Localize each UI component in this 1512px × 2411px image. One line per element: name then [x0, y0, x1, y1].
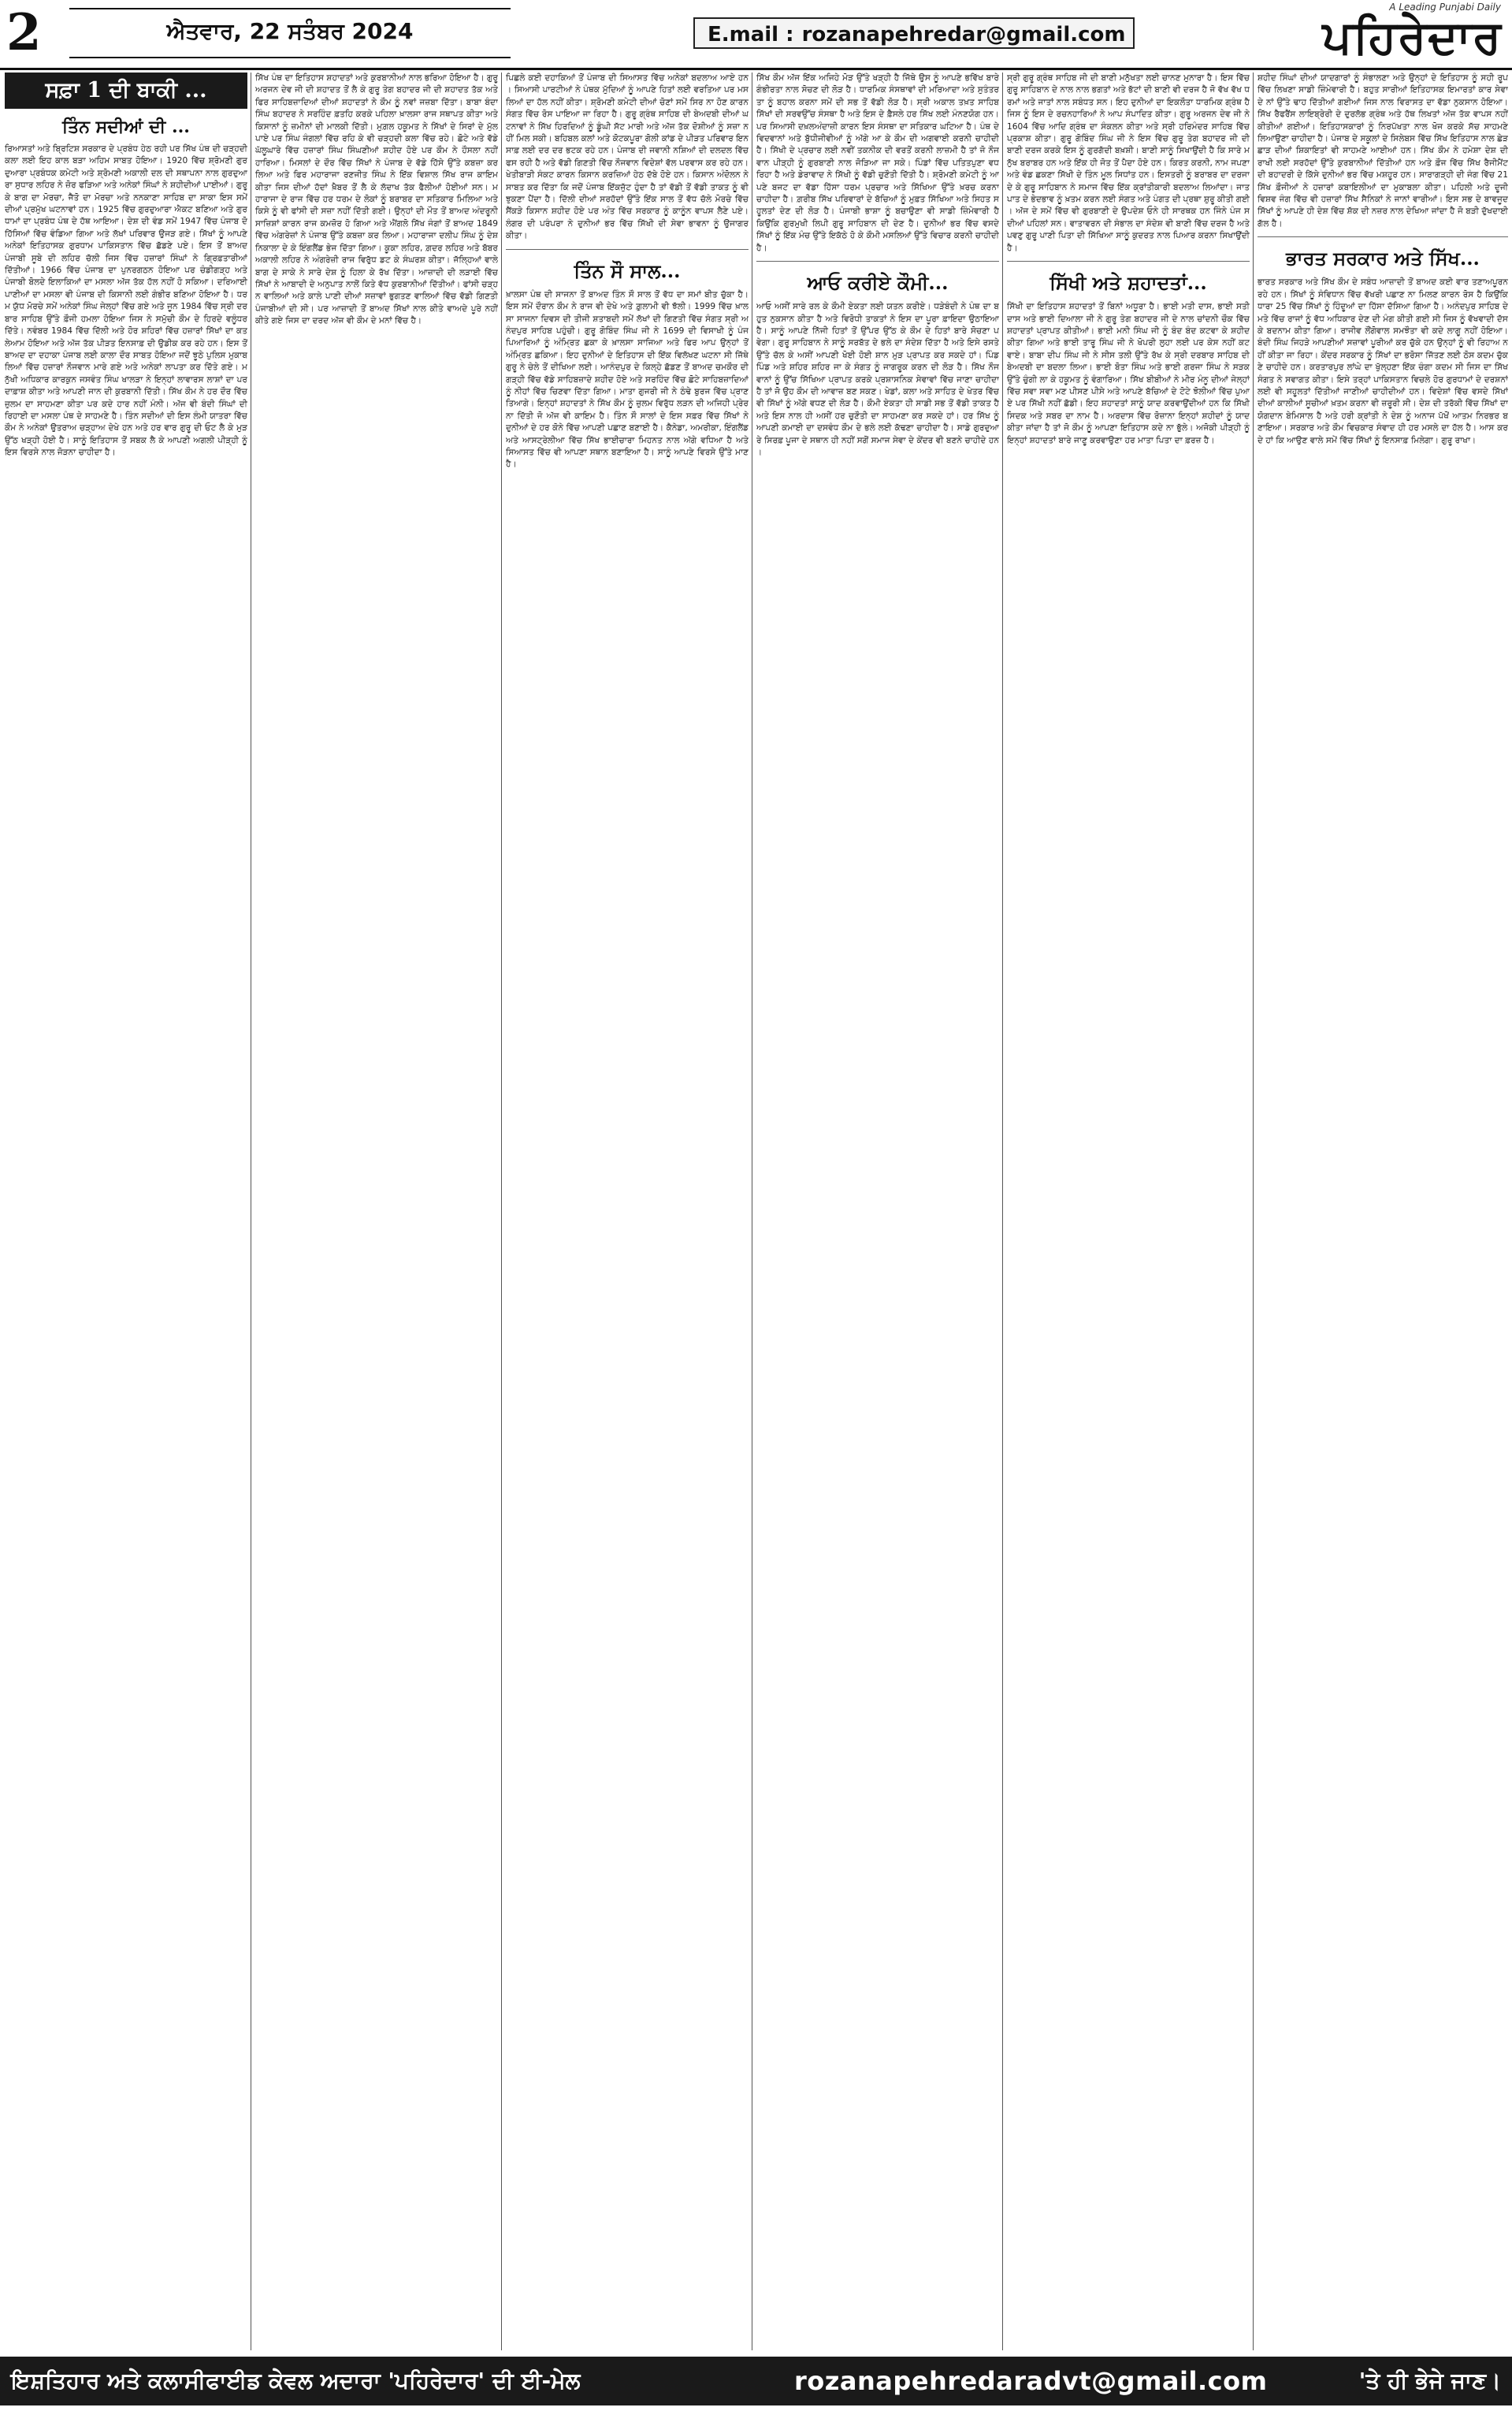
- page-header: [0, 0, 1512, 70]
- section-divider: [1007, 261, 1250, 262]
- footer-notice: ਇਸ਼ਤਿਹਾਰ ਅਤੇ ਕਲਾਸੀਫਾਈਡ ਕੇਵਲ ਅਦਾਰਾ 'ਪਹਿਰੇਦਾਰ' ਦੀ ਈ-ਮੇਲ: [11, 2368, 581, 2394]
- column-divider: [1002, 73, 1003, 2350]
- column-divider: [1253, 73, 1254, 2350]
- section-divider: [1258, 236, 1508, 237]
- masthead-tagline: A Leading Punjabi Daily: [1389, 2, 1501, 13]
- column-5: [1007, 73, 1250, 2350]
- article-body: ਸਿੱਖ ਪੰਥ ਦਾ ਇਤਿਹਾਸ ਸ਼ਹਾਦਤਾਂ ਅਤੇ ਕੁਰਬਾਨੀਆਂ ਨਾਲ ਭਰਿਆ ਹੋਇਆ ਹੈ। ਗੁਰੂ ਅਰਜਨ ਦੇਵ ਜੀ ਦੀ ਸ਼ਹਾਦਤ ਤੋਂ ਲੈ ਕੇ ਗੁਰੂ ਤੇਗ ਬਹਾਦਰ ਜੀ ਦੀ ਸ਼ਹਾਦਤ ਤੱਕ ਅਤੇ ਫਿਰ ਸਾਹਿਬਜ਼ਾਦਿਆਂ ਦੀਆਂ ਸ਼ਹਾਦਤਾਂ ਨੇ ਕੌਮ ਨੂੰ ਨਵਾਂ ਜਜ਼ਬਾ ਦਿੱਤਾ। ਬਾਬਾ ਬੰਦਾ ਸਿੰਘ ਬਹਾਦਰ ਨੇ ਸਰਹਿੰਦ ਫ਼ਤਹਿ ਕਰਕੇ ਪਹਿਲਾ ਖ਼ਾਲਸਾ ਰਾਜ ਸਥਾਪਤ ਕੀਤਾ ਅਤੇ ਕਿਸਾਨਾਂ ਨੂੰ ਜ਼ਮੀਨਾਂ ਦੀ ਮਾਲਕੀ ਦਿੱਤੀ। ਮੁਗ਼ਲ ਹਕੂਮਤ ਨੇ ਸਿੱਖਾਂ ਦੇ ਸਿਰਾਂ ਦੇ ਮੁੱਲ ਪਾਏ ਪਰ ਸਿੰਘ ਜੰਗਲਾਂ ਵਿੱਚ ਰਹਿ ਕੇ ਵੀ ਚੜ੍ਹਦੀ ਕਲਾ ਵਿੱਚ ਰਹੇ। ਛੋਟੇ ਅਤੇ ਵੱਡੇ ਘੱਲੂਘਾਰੇ ਵਿੱਚ ਹਜ਼ਾਰਾਂ ਸਿੰਘ ਸਿੰਘਣੀਆਂ ਸ਼ਹੀਦ ਹੋਏ ਪਰ ਕੌਮ ਨੇ ਹੌਸਲਾ ਨਹੀਂ ਹਾਰਿਆ। ਮਿਸਲਾਂ ਦੇ ਦੌਰ ਵਿੱਚ ਸਿੱਖਾਂ ਨੇ ਪੰਜਾਬ ਦੇ ਵੱਡੇ ਹਿੱਸੇ ਉੱਤੇ ਕਬਜ਼ਾ ਕਰ ਲਿਆ ਅਤੇ ਫਿਰ ਮਹਾਰਾਜਾ ਰਣਜੀਤ ਸਿੰਘ ਨੇ ਇੱਕ ਵਿਸ਼ਾਲ ਸਿੱਖ ਰਾਜ ਕਾਇਮ ਕੀਤਾ ਜਿਸ ਦੀਆਂ ਹੱਦਾਂ ਖ਼ੈਬਰ ਤੋਂ ਲੈ ਕੇ ਲੱਦਾਖ ਤੱਕ ਫੈਲੀਆਂ ਹੋਈਆਂ ਸਨ। ਮਹਾਰਾਜਾ ਦੇ ਰਾਜ ਵਿੱਚ ਹਰ ਧਰਮ ਦੇ ਲੋਕਾਂ ਨੂੰ ਬਰਾਬਰ ਦਾ ਸਤਿਕਾਰ ਮਿਲਿਆ ਅਤੇ ਕਿਸੇ ਨੂੰ ਵੀ ਫਾਂਸੀ ਦੀ ਸਜ਼ਾ ਨਹੀਂ ਦਿੱਤੀ ਗਈ। ਉਨ੍ਹਾਂ ਦੀ ਮੌਤ ਤੋਂ ਬਾਅਦ ਅੰਦਰੂਨੀ ਸਾਜ਼ਿਸ਼ਾਂ ਕਾਰਨ ਰਾਜ ਕਮਜ਼ੋਰ ਹੋ ਗਿਆ ਅਤੇ ਐਂਗਲੋ ਸਿੱਖ ਜੰਗਾਂ ਤੋਂ ਬਾਅਦ 1849 ਵਿੱਚ ਅੰਗਰੇਜ਼ਾਂ ਨੇ ਪੰਜਾਬ ਉੱਤੇ ਕਬਜ਼ਾ ਕਰ ਲਿਆ। ਮਹਾਰਾਜਾ ਦਲੀਪ ਸਿੰਘ ਨੂੰ ਦੇਸ਼ ਨਿਕਾਲਾ ਦੇ ਕੇ ਇੰਗਲੈਂਡ ਭੇਜ ਦਿੱਤਾ ਗਿਆ। ਕੂਕਾ ਲਹਿਰ, ਗ਼ਦਰ ਲਹਿਰ ਅਤੇ ਬੱਬਰ ਅਕਾਲੀ ਲਹਿਰ ਨੇ ਅੰਗਰੇਜ਼ੀ ਰਾਜ ਵਿਰੁੱਧ ਡਟ ਕੇ ਸੰਘਰਸ਼ ਕੀਤਾ। ਜੱਲ੍ਹਿਆਂ ਵਾਲੇ ਬਾਗ ਦੇ ਸਾਕੇ ਨੇ ਸਾਰੇ ਦੇਸ਼ ਨੂੰ ਹਿਲਾ ਕੇ ਰੱਖ ਦਿੱਤਾ। ਆਜ਼ਾਦੀ ਦੀ ਲੜਾਈ ਵਿੱਚ ਸਿੱਖਾਂ ਨੇ ਆਬਾਦੀ ਦੇ ਅਨੁਪਾਤ ਨਾਲੋਂ ਕਿਤੇ ਵੱਧ ਕੁਰਬਾਨੀਆਂ ਦਿੱਤੀਆਂ। ਫਾਂਸੀ ਚੜ੍ਹਨ ਵਾਲਿਆਂ ਅਤੇ ਕਾਲੇ ਪਾਣੀ ਦੀਆਂ ਸਜ਼ਾਵਾਂ ਭੁਗਤਣ ਵਾਲਿਆਂ ਵਿੱਚ ਵੱਡੀ ਗਿਣਤੀ ਪੰਜਾਬੀਆਂ ਦੀ ਸੀ। ਪਰ ਆਜ਼ਾਦੀ ਤੋਂ ਬਾਅਦ ਸਿੱਖਾਂ ਨਾਲ ਕੀਤੇ ਵਾਅਦੇ ਪੂਰੇ ਨਹੀਂ ਕੀਤੇ ਗਏ ਜਿਸ ਦਾ ਦਰਦ ਅੱਜ ਵੀ ਕੌਮ ਦੇ ਮਨਾਂ ਵਿੱਚ ਹੈ।: [255, 73, 498, 326]
- page-number: 2: [6, 3, 42, 62]
- advertising-footer: [0, 2357, 1512, 2405]
- article-headline: ਭਾਰਤ ਸਰਕਾਰ ਅਤੇ ਸਿੱਖ...: [1286, 247, 1480, 270]
- article-body: ਸ਼ਹੀਦ ਸਿੰਘਾਂ ਦੀਆਂ ਯਾਦਗਾਰਾਂ ਨੂੰ ਸੰਭਾਲਣਾ ਅਤੇ ਉਨ੍ਹਾਂ ਦੇ ਇਤਿਹਾਸ ਨੂੰ ਸਹੀ ਰੂਪ ਵਿੱਚ ਲਿਖਣਾ ਸਾਡੀ ਜ਼ਿੰਮੇਵਾਰੀ ਹੈ। ਬਹੁਤ ਸਾਰੀਆਂ ਇਤਿਹਾਸਕ ਇਮਾਰਤਾਂ ਕਾਰ ਸੇਵਾ ਦੇ ਨਾਂ ਉੱਤੇ ਢਾਹ ਦਿੱਤੀਆਂ ਗਈਆਂ ਜਿਸ ਨਾਲ ਵਿਰਾਸਤ ਦਾ ਵੱਡਾ ਨੁਕਸਾਨ ਹੋਇਆ। ਸਿੱਖ ਰੈਫਰੈਂਸ ਲਾਇਬ੍ਰੇਰੀ ਦੇ ਦੁਰਲੱਭ ਗ੍ਰੰਥ ਅਤੇ ਹੱਥ ਲਿਖਤਾਂ ਅੱਜ ਤੱਕ ਵਾਪਸ ਨਹੀਂ ਕੀਤੀਆਂ ਗਈਆਂ। ਇਤਿਹਾਸਕਾਰਾਂ ਨੂੰ ਨਿਰਪੱਖਤਾ ਨਾਲ ਖੋਜ ਕਰਕੇ ਸੱਚ ਸਾਹਮਣੇ ਲਿਆਉਣਾ ਚਾਹੀਦਾ ਹੈ। ਪੰਜਾਬ ਦੇ ਸਕੂਲਾਂ ਦੇ ਸਿਲੇਬਸ ਵਿੱਚ ਸਿੱਖ ਇਤਿਹਾਸ ਨਾਲ ਛੇੜਛਾੜ ਦੀਆਂ ਸ਼ਿਕਾਇਤਾਂ ਵੀ ਸਾਹਮਣੇ ਆਈਆਂ ਹਨ। ਸਿੱਖ ਕੌਮ ਨੇ ਹਮੇਸ਼ਾ ਦੇਸ਼ ਦੀ ਰਾਖੀ ਲਈ ਸਰਹੱਦਾਂ ਉੱਤੇ ਕੁਰਬਾਨੀਆਂ ਦਿੱਤੀਆਂ ਹਨ ਅਤੇ ਫ਼ੌਜ ਵਿੱਚ ਸਿੱਖ ਰੈਜੀਮੈਂਟ ਦੀ ਬਹਾਦਰੀ ਦੇ ਕਿੱਸੇ ਦੁਨੀਆਂ ਭਰ ਵਿੱਚ ਮਸ਼ਹੂਰ ਹਨ। ਸਾਰਾਗੜ੍ਹੀ ਦੀ ਜੰਗ ਵਿੱਚ 21 ਸਿੱਖ ਫ਼ੌਜੀਆਂ ਨੇ ਹਜ਼ਾਰਾਂ ਕਬਾਇਲੀਆਂ ਦਾ ਮੁਕਾਬਲਾ ਕੀਤਾ। ਪਹਿਲੀ ਅਤੇ ਦੂਜੀ ਵਿਸ਼ਵ ਜੰਗ ਵਿੱਚ ਵੀ ਹਜ਼ਾਰਾਂ ਸਿੱਖ ਸੈਨਿਕਾਂ ਨੇ ਜਾਨਾਂ ਵਾਰੀਆਂ। ਇਸ ਸਭ ਦੇ ਬਾਵਜੂਦ ਸਿੱਖਾਂ ਨੂੰ ਆਪਣੇ ਹੀ ਦੇਸ਼ ਵਿੱਚ ਸ਼ੱਕ ਦੀ ਨਜ਼ਰ ਨਾਲ ਦੇਖਿਆ ਜਾਂਦਾ ਹੈ ਜੋ ਬੜੀ ਦੁੱਖਦਾਈ ਗੱਲ ਹੈ।: [1258, 73, 1508, 229]
- section-divider: [756, 261, 999, 262]
- article-body: ਸਿੱਖ ਕੌਮ ਅੱਜ ਇੱਕ ਅਜਿਹੇ ਮੋੜ ਉੱਤੇ ਖੜ੍ਹੀ ਹੈ ਜਿੱਥੇ ਉਸ ਨੂੰ ਆਪਣੇ ਭਵਿੱਖ ਬਾਰੇ ਗੰਭੀਰਤਾ ਨਾਲ ਸੋਚਣ ਦੀ ਲੋੜ ਹੈ। ਧਾਰਮਿਕ ਸੰਸਥਾਵਾਂ ਦੀ ਮਰਿਆਦਾ ਅਤੇ ਸੁਤੰਤਰਤਾ ਨੂੰ ਬਹਾਲ ਕਰਨਾ ਸਮੇਂ ਦੀ ਸਭ ਤੋਂ ਵੱਡੀ ਲੋੜ ਹੈ। ਸ੍ਰੀ ਅਕਾਲ ਤਖ਼ਤ ਸਾਹਿਬ ਸਿੱਖਾਂ ਦੀ ਸਰਵਉੱਚ ਸੰਸਥਾ ਹੈ ਅਤੇ ਇਸ ਦੇ ਫ਼ੈਸਲੇ ਹਰ ਸਿੱਖ ਲਈ ਮੰਨਣਯੋਗ ਹਨ। ਪਰ ਸਿਆਸੀ ਦਖ਼ਲਅੰਦਾਜ਼ੀ ਕਾਰਨ ਇਸ ਸੰਸਥਾ ਦਾ ਸਤਿਕਾਰ ਘਟਿਆ ਹੈ। ਪੰਥ ਦੇ ਵਿਦਵਾਨਾਂ ਅਤੇ ਬੁੱਧੀਜੀਵੀਆਂ ਨੂੰ ਅੱਗੇ ਆ ਕੇ ਕੌਮ ਦੀ ਅਗਵਾਈ ਕਰਨੀ ਚਾਹੀਦੀ ਹੈ। ਸਿੱਖੀ ਦੇ ਪ੍ਰਚਾਰ ਲਈ ਨਵੀਂ ਤਕਨੀਕ ਦੀ ਵਰਤੋਂ ਕਰਨੀ ਲਾਜ਼ਮੀ ਹੈ ਤਾਂ ਜੋ ਨੌਜਵਾਨ ਪੀੜ੍ਹੀ ਨੂੰ ਗੁਰਬਾਣੀ ਨਾਲ ਜੋੜਿਆ ਜਾ ਸਕੇ। ਪਿੰਡਾਂ ਵਿੱਚ ਪਤਿਤਪੁਣਾ ਵਧ ਰਿਹਾ ਹੈ ਅਤੇ ਡੇਰਾਵਾਦ ਨੇ ਸਿੱਖੀ ਨੂੰ ਵੱਡੀ ਚੁਣੌਤੀ ਦਿੱਤੀ ਹੈ। ਸ਼੍ਰੋਮਣੀ ਕਮੇਟੀ ਨੂੰ ਆਪਣੇ ਬਜਟ ਦਾ ਵੱਡਾ ਹਿੱਸਾ ਧਰਮ ਪ੍ਰਚਾਰ ਅਤੇ ਸਿੱਖਿਆ ਉੱਤੇ ਖ਼ਰਚ ਕਰਨਾ ਚਾਹੀਦਾ ਹੈ। ਗ਼ਰੀਬ ਸਿੱਖ ਪਰਿਵਾਰਾਂ ਦੇ ਬੱਚਿਆਂ ਨੂੰ ਮੁਫ਼ਤ ਸਿੱਖਿਆ ਅਤੇ ਸਿਹਤ ਸਹੂਲਤਾਂ ਦੇਣ ਦੀ ਲੋੜ ਹੈ। ਪੰਜਾਬੀ ਭਾਸ਼ਾ ਨੂੰ ਬਚਾਉਣਾ ਵੀ ਸਾਡੀ ਜ਼ਿੰਮੇਵਾਰੀ ਹੈ ਕਿਉਂਕਿ ਗੁਰਮੁਖੀ ਲਿਪੀ ਗੁਰੂ ਸਾਹਿਬਾਨ ਦੀ ਦੇਣ ਹੈ। ਦੁਨੀਆਂ ਭਰ ਵਿੱਚ ਵਸਦੇ ਸਿੱਖਾਂ ਨੂੰ ਇੱਕ ਮੰਚ ਉੱਤੇ ਇਕੱਠੇ ਹੋ ਕੇ ਕੌਮੀ ਮਸਲਿਆਂ ਉੱਤੇ ਵਿਚਾਰ ਕਰਨੀ ਚਾਹੀਦੀ ਹੈ।: [756, 73, 999, 253]
- column-1: [5, 73, 247, 2350]
- footer-suffix: 'ਤੇ ਹੀ ਭੇਜੇ ਜਾਣ।: [1358, 2368, 1501, 2394]
- article-body: ਸਿੱਖੀ ਦਾ ਇਤਿਹਾਸ ਸ਼ਹਾਦਤਾਂ ਤੋਂ ਬਿਨਾਂ ਅਧੂਰਾ ਹੈ। ਭਾਈ ਮਤੀ ਦਾਸ, ਭਾਈ ਸਤੀ ਦਾਸ ਅਤੇ ਭਾਈ ਦਿਆਲਾ ਜੀ ਨੇ ਗੁਰੂ ਤੇਗ ਬਹਾਦਰ ਜੀ ਦੇ ਨਾਲ ਚਾਂਦਨੀ ਚੌਕ ਵਿੱਚ ਸ਼ਹਾਦਤਾਂ ਪ੍ਰਾਪਤ ਕੀਤੀਆਂ। ਭਾਈ ਮਨੀ ਸਿੰਘ ਜੀ ਨੂੰ ਬੰਦ ਬੰਦ ਕਟਵਾ ਕੇ ਸ਼ਹੀਦ ਕੀਤਾ ਗਿਆ ਅਤੇ ਭਾਈ ਤਾਰੂ ਸਿੰਘ ਜੀ ਨੇ ਖੋਪਰੀ ਲੁਹਾ ਲਈ ਪਰ ਕੇਸ ਨਹੀਂ ਕਟਵਾਏ। ਬਾਬਾ ਦੀਪ ਸਿੰਘ ਜੀ ਨੇ ਸੀਸ ਤਲੀ ਉੱਤੇ ਰੱਖ ਕੇ ਸ੍ਰੀ ਦਰਬਾਰ ਸਾਹਿਬ ਦੀ ਬੇਅਦਬੀ ਦਾ ਬਦਲਾ ਲਿਆ। ਭਾਈ ਬੋਤਾ ਸਿੰਘ ਅਤੇ ਭਾਈ ਗਰਜਾ ਸਿੰਘ ਨੇ ਸੜਕ ਉੱਤੇ ਚੁੰਗੀ ਲਾ ਕੇ ਹਕੂਮਤ ਨੂੰ ਵੰਗਾਰਿਆ। ਸਿੱਖ ਬੀਬੀਆਂ ਨੇ ਮੀਰ ਮੰਨੂ ਦੀਆਂ ਜੇਲ੍ਹਾਂ ਵਿੱਚ ਸਵਾ ਸਵਾ ਮਣ ਪੀਸਣ ਪੀਸੇ ਅਤੇ ਆਪਣੇ ਬੱਚਿਆਂ ਦੇ ਟੋਟੇ ਝੋਲੀਆਂ ਵਿੱਚ ਪੁਆਏ ਪਰ ਸਿੱਖੀ ਨਹੀਂ ਛੱਡੀ। ਇਹ ਸ਼ਹਾਦਤਾਂ ਸਾਨੂੰ ਯਾਦ ਕਰਵਾਉਂਦੀਆਂ ਹਨ ਕਿ ਸਿੱਖੀ ਸਿਦਕ ਅਤੇ ਸਬਰ ਦਾ ਨਾਮ ਹੈ। ਅਰਦਾਸ ਵਿੱਚ ਰੋਜ਼ਾਨਾ ਇਨ੍ਹਾਂ ਸ਼ਹੀਦਾਂ ਨੂੰ ਯਾਦ ਕੀਤਾ ਜਾਂਦਾ ਹੈ ਤਾਂ ਜੋ ਕੌਮ ਨੂੰ ਆਪਣਾ ਇਤਿਹਾਸ ਕਦੇ ਨਾ ਭੁੱਲੇ। ਅਜੋਕੀ ਪੀੜ੍ਹੀ ਨੂੰ ਇਨ੍ਹਾਂ ਸ਼ਹਾਦਤਾਂ ਬਾਰੇ ਜਾਣੂ ਕਰਵਾਉਣਾ ਹਰ ਮਾਤਾ ਪਿਤਾ ਦਾ ਫ਼ਰਜ਼ ਹੈ।: [1007, 302, 1250, 445]
- newspaper-masthead: ਪਹਿਰੇਦਾਰ: [1322, 10, 1503, 64]
- article-headline: ਤਿੰਨ ਸੌ ਸਾਲ...: [574, 259, 681, 282]
- article-headline: ਤਿੰਨ ਸਦੀਆਂ ਦੀ ...: [62, 117, 190, 137]
- column-2: [255, 73, 498, 2350]
- article-body: ਪਿਛਲੇ ਕਈ ਦਹਾਕਿਆਂ ਤੋਂ ਪੰਜਾਬ ਦੀ ਸਿਆਸਤ ਵਿੱਚ ਅਨੇਕਾਂ ਬਦਲਾਅ ਆਏ ਹਨ। ਸਿਆਸੀ ਪਾਰਟੀਆਂ ਨੇ ਪੰਥਕ ਮੁੱਦਿਆਂ ਨੂੰ ਆਪਣੇ ਹਿਤਾਂ ਲਈ ਵਰਤਿਆ ਪਰ ਮਸਲਿਆਂ ਦਾ ਹੱਲ ਨਹੀਂ ਕੀਤਾ। ਸ਼੍ਰੋਮਣੀ ਕਮੇਟੀ ਦੀਆਂ ਚੋਣਾਂ ਸਮੇਂ ਸਿਰ ਨਾ ਹੋਣ ਕਾਰਨ ਸੰਗਤ ਵਿੱਚ ਰੋਸ ਪਾਇਆ ਜਾ ਰਿਹਾ ਹੈ। ਗੁਰੂ ਗ੍ਰੰਥ ਸਾਹਿਬ ਦੀ ਬੇਅਦਬੀ ਦੀਆਂ ਘਟਨਾਵਾਂ ਨੇ ਸਿੱਖ ਹਿਰਦਿਆਂ ਨੂੰ ਡੂੰਘੀ ਸੱਟ ਮਾਰੀ ਅਤੇ ਅੱਜ ਤੱਕ ਦੋਸ਼ੀਆਂ ਨੂੰ ਸਜ਼ਾ ਨਹੀਂ ਮਿਲ ਸਕੀ। ਬਹਿਬਲ ਕਲਾਂ ਅਤੇ ਕੋਟਕਪੂਰਾ ਗੋਲੀ ਕਾਂਡ ਦੇ ਪੀੜਤ ਪਰਿਵਾਰ ਇਨਸਾਫ਼ ਲਈ ਦਰ ਦਰ ਭਟਕ ਰਹੇ ਹਨ। ਪੰਜਾਬ ਦੀ ਜਵਾਨੀ ਨਸ਼ਿਆਂ ਦੀ ਦਲਦਲ ਵਿੱਚ ਫਸ ਰਹੀ ਹੈ ਅਤੇ ਵੱਡੀ ਗਿਣਤੀ ਵਿੱਚ ਨੌਜਵਾਨ ਵਿਦੇਸ਼ਾਂ ਵੱਲ ਪਰਵਾਸ ਕਰ ਰਹੇ ਹਨ। ਖੇਤੀਬਾੜੀ ਸੰਕਟ ਕਾਰਨ ਕਿਸਾਨ ਕਰਜ਼ਿਆਂ ਹੇਠ ਦੱਬੇ ਹੋਏ ਹਨ। ਕਿਸਾਨ ਅੰਦੋਲਨ ਨੇ ਸਾਬਤ ਕਰ ਦਿੱਤਾ ਕਿ ਜਦੋਂ ਪੰਜਾਬ ਇੱਕਜੁੱਟ ਹੁੰਦਾ ਹੈ ਤਾਂ ਵੱਡੀ ਤੋਂ ਵੱਡੀ ਤਾਕਤ ਨੂੰ ਵੀ ਝੁਕਣਾ ਪੈਂਦਾ ਹੈ। ਦਿੱਲੀ ਦੀਆਂ ਸਰਹੱਦਾਂ ਉੱਤੇ ਇੱਕ ਸਾਲ ਤੋਂ ਵੱਧ ਚੱਲੇ ਮੋਰਚੇ ਵਿੱਚ ਸੈਂਕੜੇ ਕਿਸਾਨ ਸ਼ਹੀਦ ਹੋਏ ਪਰ ਅੰਤ ਵਿੱਚ ਸਰਕਾਰ ਨੂੰ ਕਾਨੂੰਨ ਵਾਪਸ ਲੈਣੇ ਪਏ। ਲੰਗਰ ਦੀ ਪਰੰਪਰਾ ਨੇ ਦੁਨੀਆਂ ਭਰ ਵਿੱਚ ਸਿੱਖੀ ਦੀ ਸੇਵਾ ਭਾਵਨਾ ਨੂੰ ਉਜਾਗਰ ਕੀਤਾ।: [506, 73, 749, 241]
- section-divider: [506, 249, 749, 250]
- column-divider: [501, 73, 502, 2350]
- column-3: [506, 73, 749, 2350]
- article-body: ਭਾਰਤ ਸਰਕਾਰ ਅਤੇ ਸਿੱਖ ਕੌਮ ਦੇ ਸਬੰਧ ਆਜ਼ਾਦੀ ਤੋਂ ਬਾਅਦ ਕਈ ਵਾਰ ਤਣਾਅਪੂਰਨ ਰਹੇ ਹਨ। ਸਿੱਖਾਂ ਨੂੰ ਸੰਵਿਧਾਨ ਵਿੱਚ ਵੱਖਰੀ ਪਛਾਣ ਨਾ ਮਿਲਣ ਕਾਰਨ ਰੋਸ ਹੈ ਕਿਉਂਕਿ ਧਾਰਾ 25 ਵਿੱਚ ਸਿੱਖਾਂ ਨੂੰ ਹਿੰਦੂਆਂ ਦਾ ਹਿੱਸਾ ਦੱਸਿਆ ਗਿਆ ਹੈ। ਅਨੰਦਪੁਰ ਸਾਹਿਬ ਦੇ ਮਤੇ ਵਿੱਚ ਰਾਜਾਂ ਨੂੰ ਵੱਧ ਅਧਿਕਾਰ ਦੇਣ ਦੀ ਮੰਗ ਕੀਤੀ ਗਈ ਸੀ ਜਿਸ ਨੂੰ ਵੱਖਵਾਦੀ ਦੱਸ ਕੇ ਬਦਨਾਮ ਕੀਤਾ ਗਿਆ। ਰਾਜੀਵ ਲੌਂਗੋਵਾਲ ਸਮਝੌਤਾ ਵੀ ਕਦੇ ਲਾਗੂ ਨਹੀਂ ਹੋਇਆ। ਬੰਦੀ ਸਿੰਘ ਜਿਹੜੇ ਆਪਣੀਆਂ ਸਜ਼ਾਵਾਂ ਪੂਰੀਆਂ ਕਰ ਚੁੱਕੇ ਹਨ ਉਨ੍ਹਾਂ ਨੂੰ ਵੀ ਰਿਹਾਅ ਨਹੀਂ ਕੀਤਾ ਜਾ ਰਿਹਾ। ਕੇਂਦਰ ਸਰਕਾਰ ਨੂੰ ਸਿੱਖਾਂ ਦਾ ਭਰੋਸਾ ਜਿੱਤਣ ਲਈ ਠੋਸ ਕਦਮ ਚੁੱਕਣੇ ਚਾਹੀਦੇ ਹਨ। ਕਰਤਾਰਪੁਰ ਲਾਂਘੇ ਦਾ ਖੁੱਲ੍ਹਣਾ ਇੱਕ ਚੰਗਾ ਕਦਮ ਸੀ ਜਿਸ ਦਾ ਸਿੱਖ ਸੰਗਤ ਨੇ ਸਵਾਗਤ ਕੀਤਾ। ਇਸੇ ਤਰ੍ਹਾਂ ਪਾਕਿਸਤਾਨ ਵਿਚਲੇ ਹੋਰ ਗੁਰਧਾਮਾਂ ਦੇ ਦਰਸ਼ਨਾਂ ਲਈ ਵੀ ਸਹੂਲਤਾਂ ਦਿੱਤੀਆਂ ਜਾਣੀਆਂ ਚਾਹੀਦੀਆਂ ਹਨ। ਵਿਦੇਸ਼ਾਂ ਵਿੱਚ ਵਸਦੇ ਸਿੱਖਾਂ ਦੀਆਂ ਕਾਲੀਆਂ ਸੂਚੀਆਂ ਖ਼ਤਮ ਕਰਨਾ ਵੀ ਜ਼ਰੂਰੀ ਸੀ। ਦੇਸ਼ ਦੀ ਤਰੱਕੀ ਵਿੱਚ ਸਿੱਖਾਂ ਦਾ ਯੋਗਦਾਨ ਬੇਮਿਸਾਲ ਹੈ ਅਤੇ ਹਰੀ ਕ੍ਰਾਂਤੀ ਨੇ ਦੇਸ਼ ਨੂੰ ਅਨਾਜ ਪੱਖੋਂ ਆਤਮ ਨਿਰਭਰ ਬਣਾਇਆ। ਸਰਕਾਰ ਅਤੇ ਕੌਮ ਵਿਚਕਾਰ ਸੰਵਾਦ ਹੀ ਹਰ ਮਸਲੇ ਦਾ ਹੱਲ ਹੈ। ਆਸ ਕਰਦੇ ਹਾਂ ਕਿ ਆਉਣ ਵਾਲੇ ਸਮੇਂ ਵਿੱਚ ਸਿੱਖਾਂ ਨੂੰ ਇਨਸਾਫ਼ ਮਿਲੇਗਾ। ਗੁਰੂ ਰਾਖਾ।: [1258, 277, 1508, 445]
- header-email: [693, 17, 1135, 49]
- column-4: [756, 73, 999, 2350]
- article-headline: ਆਓ ਕਰੀਏ ਕੌਮੀ...: [807, 271, 949, 295]
- article-body: ਰਿਆਸਤਾਂ ਅਤੇ ਬ੍ਰਿਟਿਸ਼ ਸਰਕਾਰ ਦੇ ਪ੍ਰਬੰਧ ਹੇਠ ਰਹੀ ਪਰ ਸਿੱਖ ਪੰਥ ਦੀ ਚੜ੍ਹਦੀ ਕਲਾ ਲਈ ਇਹ ਕਾਲ ਬੜਾ ਅਹਿਮ ਸਾਬਤ ਹੋਇਆ। 1920 ਵਿੱਚ ਸ਼੍ਰੋਮਣੀ ਗੁਰਦੁਆਰਾ ਪ੍ਰਬੰਧਕ ਕਮੇਟੀ ਅਤੇ ਸ਼੍ਰੋਮਣੀ ਅਕਾਲੀ ਦਲ ਦੀ ਸਥਾਪਨਾ ਨਾਲ ਗੁਰਦੁਆਰਾ ਸੁਧਾਰ ਲਹਿਰ ਨੇ ਜ਼ੋਰ ਫੜਿਆ ਅਤੇ ਅਨੇਕਾਂ ਸਿੰਘਾਂ ਨੇ ਸ਼ਹੀਦੀਆਂ ਪਾਈਆਂ। ਗੁਰੂ ਕੇ ਬਾਗ ਦਾ ਮੋਰਚਾ, ਜੈਤੋ ਦਾ ਮੋਰਚਾ ਅਤੇ ਨਨਕਾਣਾ ਸਾਹਿਬ ਦਾ ਸਾਕਾ ਇਸ ਸਮੇਂ ਦੀਆਂ ਪ੍ਰਮੁੱਖ ਘਟਨਾਵਾਂ ਹਨ। 1925 ਵਿੱਚ ਗੁਰਦੁਆਰਾ ਐਕਟ ਬਣਿਆ ਅਤੇ ਗੁਰਧਾਮਾਂ ਦਾ ਪ੍ਰਬੰਧ ਪੰਥ ਦੇ ਹੱਥ ਆਇਆ। ਦੇਸ਼ ਦੀ ਵੰਡ ਸਮੇਂ 1947 ਵਿੱਚ ਪੰਜਾਬ ਦੋ ਹਿੱਸਿਆਂ ਵਿੱਚ ਵੰਡਿਆ ਗਿਆ ਅਤੇ ਲੱਖਾਂ ਪਰਿਵਾਰ ਉਜੜ ਗਏ। ਸਿੱਖਾਂ ਨੂੰ ਆਪਣੇ ਅਨੇਕਾਂ ਇਤਿਹਾਸਕ ਗੁਰਧਾਮ ਪਾਕਿਸਤਾਨ ਵਿੱਚ ਛੱਡਣੇ ਪਏ। ਇਸ ਤੋਂ ਬਾਅਦ ਪੰਜਾਬੀ ਸੂਬੇ ਦੀ ਲਹਿਰ ਚੱਲੀ ਜਿਸ ਵਿੱਚ ਹਜ਼ਾਰਾਂ ਸਿੰਘਾਂ ਨੇ ਗ੍ਰਿਫ਼ਤਾਰੀਆਂ ਦਿੱਤੀਆਂ। 1966 ਵਿੱਚ ਪੰਜਾਬ ਦਾ ਪੁਨਰਗਠਨ ਹੋਇਆ ਪਰ ਚੰਡੀਗੜ੍ਹ ਅਤੇ ਪੰਜਾਬੀ ਬੋਲਦੇ ਇਲਾਕਿਆਂ ਦਾ ਮਸਲਾ ਅੱਜ ਤੱਕ ਹੱਲ ਨਹੀਂ ਹੋ ਸਕਿਆ। ਦਰਿਆਈ ਪਾਣੀਆਂ ਦਾ ਮਸਲਾ ਵੀ ਪੰਜਾਬ ਦੀ ਕਿਸਾਨੀ ਲਈ ਗੰਭੀਰ ਬਣਿਆ ਹੋਇਆ ਹੈ। ਧਰਮ ਯੁੱਧ ਮੋਰਚੇ ਸਮੇਂ ਅਨੇਕਾਂ ਸਿੰਘ ਜੇਲ੍ਹਾਂ ਵਿੱਚ ਗਏ ਅਤੇ ਜੂਨ 1984 ਵਿੱਚ ਸ੍ਰੀ ਦਰਬਾਰ ਸਾਹਿਬ ਉੱਤੇ ਫ਼ੌਜੀ ਹਮਲਾ ਹੋਇਆ ਜਿਸ ਨੇ ਸਮੁੱਚੀ ਕੌਮ ਦੇ ਹਿਰਦੇ ਵਲੂੰਧਰ ਦਿੱਤੇ। ਨਵੰਬਰ 1984 ਵਿੱਚ ਦਿੱਲੀ ਅਤੇ ਹੋਰ ਸ਼ਹਿਰਾਂ ਵਿੱਚ ਹਜ਼ਾਰਾਂ ਸਿੱਖਾਂ ਦਾ ਕਤਲੇਆਮ ਹੋਇਆ ਅਤੇ ਅੱਜ ਤੱਕ ਪੀੜਤ ਇਨਸਾਫ਼ ਦੀ ਉਡੀਕ ਕਰ ਰਹੇ ਹਨ। ਇਸ ਤੋਂ ਬਾਅਦ ਦਾ ਦਹਾਕਾ ਪੰਜਾਬ ਲਈ ਕਾਲਾ ਦੌਰ ਸਾਬਤ ਹੋਇਆ ਜਦੋਂ ਝੂਠੇ ਪੁਲਿਸ ਮੁਕਾਬਲਿਆਂ ਵਿੱਚ ਹਜ਼ਾਰਾਂ ਨੌਜਵਾਨ ਮਾਰੇ ਗਏ ਅਤੇ ਅਨੇਕਾਂ ਲਾਪਤਾ ਕਰ ਦਿੱਤੇ ਗਏ। ਮਨੁੱਖੀ ਅਧਿਕਾਰ ਕਾਰਕੁਨ ਜਸਵੰਤ ਸਿੰਘ ਖਾਲੜਾ ਨੇ ਇਨ੍ਹਾਂ ਲਾਵਾਰਸ ਲਾਸ਼ਾਂ ਦਾ ਪਰਦਾਫ਼ਾਸ਼ ਕੀਤਾ ਅਤੇ ਆਪਣੀ ਜਾਨ ਦੀ ਕੁਰਬਾਨੀ ਦਿੱਤੀ। ਸਿੱਖ ਕੌਮ ਨੇ ਹਰ ਦੌਰ ਵਿੱਚ ਜ਼ੁਲਮ ਦਾ ਸਾਹਮਣਾ ਕੀਤਾ ਪਰ ਕਦੇ ਹਾਰ ਨਹੀਂ ਮੰਨੀ। ਅੱਜ ਵੀ ਬੰਦੀ ਸਿੰਘਾਂ ਦੀ ਰਿਹਾਈ ਦਾ ਮਸਲਾ ਪੰਥ ਦੇ ਸਾਹਮਣੇ ਹੈ। ਤਿੰਨ ਸਦੀਆਂ ਦੀ ਇਸ ਲੰਮੀ ਯਾਤਰਾ ਵਿੱਚ ਕੌਮ ਨੇ ਅਨੇਕਾਂ ਉਤਰਾਅ ਚੜ੍ਹਾਅ ਦੇਖੇ ਹਨ ਅਤੇ ਹਰ ਵਾਰ ਗੁਰੂ ਦੀ ਓਟ ਲੈ ਕੇ ਮੁੜ ਉੱਠ ਖੜ੍ਹੀ ਹੋਈ ਹੈ। ਸਾਨੂੰ ਇਤਿਹਾਸ ਤੋਂ ਸਬਕ ਲੈ ਕੇ ਆਪਣੀ ਅਗਲੀ ਪੀੜ੍ਹੀ ਨੂੰ ਇਸ ਵਿਰਸੇ ਨਾਲ ਜੋੜਨਾ ਚਾਹੀਦਾ ਹੈ।: [5, 144, 247, 458]
- article-body: ਸ੍ਰੀ ਗੁਰੂ ਗ੍ਰੰਥ ਸਾਹਿਬ ਜੀ ਦੀ ਬਾਣੀ ਮਨੁੱਖਤਾ ਲਈ ਚਾਨਣ ਮੁਨਾਰਾ ਹੈ। ਇਸ ਵਿੱਚ ਗੁਰੂ ਸਾਹਿਬਾਨ ਦੇ ਨਾਲ ਨਾਲ ਭਗਤਾਂ ਅਤੇ ਭੱਟਾਂ ਦੀ ਬਾਣੀ ਵੀ ਦਰਜ ਹੈ ਜੋ ਵੱਖ ਵੱਖ ਧਰਮਾਂ ਅਤੇ ਜਾਤਾਂ ਨਾਲ ਸਬੰਧਤ ਸਨ। ਇਹ ਦੁਨੀਆਂ ਦਾ ਇਕਲੌਤਾ ਧਾਰਮਿਕ ਗ੍ਰੰਥ ਹੈ ਜਿਸ ਨੂੰ ਇਸ ਦੇ ਰਚਨਹਾਰਿਆਂ ਨੇ ਆਪ ਸੰਪਾਦਿਤ ਕੀਤਾ। ਗੁਰੂ ਅਰਜਨ ਦੇਵ ਜੀ ਨੇ 1604 ਵਿੱਚ ਆਦਿ ਗ੍ਰੰਥ ਦਾ ਸੰਕਲਨ ਕੀਤਾ ਅਤੇ ਸ੍ਰੀ ਹਰਿਮੰਦਰ ਸਾਹਿਬ ਵਿੱਚ ਪ੍ਰਕਾਸ਼ ਕੀਤਾ। ਗੁਰੂ ਗੋਬਿੰਦ ਸਿੰਘ ਜੀ ਨੇ ਇਸ ਵਿੱਚ ਗੁਰੂ ਤੇਗ ਬਹਾਦਰ ਜੀ ਦੀ ਬਾਣੀ ਦਰਜ ਕਰਕੇ ਇਸ ਨੂੰ ਗੁਰਗੱਦੀ ਬਖ਼ਸ਼ੀ। ਬਾਣੀ ਸਾਨੂੰ ਸਿਖਾਉਂਦੀ ਹੈ ਕਿ ਸਾਰੇ ਮਨੁੱਖ ਬਰਾਬਰ ਹਨ ਅਤੇ ਇੱਕ ਹੀ ਜੋਤ ਤੋਂ ਪੈਦਾ ਹੋਏ ਹਨ। ਕਿਰਤ ਕਰਨੀ, ਨਾਮ ਜਪਣਾ ਅਤੇ ਵੰਡ ਛਕਣਾ ਸਿੱਖੀ ਦੇ ਤਿੰਨ ਮੂਲ ਸਿਧਾਂਤ ਹਨ। ਇਸਤਰੀ ਨੂੰ ਬਰਾਬਰ ਦਾ ਦਰਜਾ ਦੇ ਕੇ ਗੁਰੂ ਸਾਹਿਬਾਨ ਨੇ ਸਮਾਜ ਵਿੱਚ ਇੱਕ ਕ੍ਰਾਂਤੀਕਾਰੀ ਬਦਲਾਅ ਲਿਆਂਦਾ। ਜਾਤ ਪਾਤ ਦੇ ਭੇਦਭਾਵ ਨੂੰ ਖ਼ਤਮ ਕਰਨ ਲਈ ਸੰਗਤ ਅਤੇ ਪੰਗਤ ਦੀ ਪ੍ਰਥਾ ਸ਼ੁਰੂ ਕੀਤੀ ਗਈ। ਅੱਜ ਦੇ ਸਮੇਂ ਵਿੱਚ ਵੀ ਗੁਰਬਾਣੀ ਦੇ ਉਪਦੇਸ਼ ਓਨੇ ਹੀ ਸਾਰਥਕ ਹਨ ਜਿੰਨੇ ਪੰਜ ਸਦੀਆਂ ਪਹਿਲਾਂ ਸਨ। ਵਾਤਾਵਰਨ ਦੀ ਸੰਭਾਲ ਦਾ ਸੰਦੇਸ਼ ਵੀ ਬਾਣੀ ਵਿੱਚ ਦਰਜ ਹੈ ਅਤੇ ਪਵਣੁ ਗੁਰੂ ਪਾਣੀ ਪਿਤਾ ਦੀ ਸਿੱਖਿਆ ਸਾਨੂੰ ਕੁਦਰਤ ਨਾਲ ਪਿਆਰ ਕਰਨਾ ਸਿਖਾਉਂਦੀ ਹੈ।: [1007, 73, 1250, 253]
- column-6: [1258, 73, 1508, 2350]
- email-address[interactable]: rozanapehredar@gmail.com: [801, 23, 1126, 47]
- issue-date: ਐਤਵਾਰ, 22 ਸਤੰਬਰ 2024: [69, 8, 511, 58]
- article-body: ਖ਼ਾਲਸਾ ਪੰਥ ਦੀ ਸਾਜਨਾ ਤੋਂ ਬਾਅਦ ਤਿੰਨ ਸੌ ਸਾਲ ਤੋਂ ਵੱਧ ਦਾ ਸਮਾਂ ਬੀਤ ਚੁੱਕਾ ਹੈ। ਇਸ ਸਮੇਂ ਦੌਰਾਨ ਕੌਮ ਨੇ ਰਾਜ ਵੀ ਦੇਖੇ ਅਤੇ ਗ਼ੁਲਾਮੀ ਵੀ ਝੱਲੀ। 1999 ਵਿੱਚ ਖ਼ਾਲਸਾ ਸਾਜਨਾ ਦਿਵਸ ਦੀ ਤੀਜੀ ਸ਼ਤਾਬਦੀ ਸਮੇਂ ਲੱਖਾਂ ਦੀ ਗਿਣਤੀ ਵਿੱਚ ਸੰਗਤ ਸ੍ਰੀ ਅਨੰਦਪੁਰ ਸਾਹਿਬ ਪਹੁੰਚੀ। ਗੁਰੂ ਗੋਬਿੰਦ ਸਿੰਘ ਜੀ ਨੇ 1699 ਦੀ ਵਿਸਾਖੀ ਨੂੰ ਪੰਜ ਪਿਆਰਿਆਂ ਨੂੰ ਅੰਮ੍ਰਿਤ ਛਕਾ ਕੇ ਖ਼ਾਲਸਾ ਸਾਜਿਆ ਅਤੇ ਫਿਰ ਆਪ ਉਨ੍ਹਾਂ ਤੋਂ ਅੰਮ੍ਰਿਤ ਛਕਿਆ। ਇਹ ਦੁਨੀਆਂ ਦੇ ਇਤਿਹਾਸ ਦੀ ਇੱਕ ਵਿਲੱਖਣ ਘਟਨਾ ਸੀ ਜਿੱਥੇ ਗੁਰੂ ਨੇ ਚੇਲੇ ਤੋਂ ਦੀਖਿਆ ਲਈ। ਆਨੰਦਪੁਰ ਦੇ ਕਿਲ੍ਹੇ ਛੱਡਣ ਤੋਂ ਬਾਅਦ ਚਮਕੌਰ ਦੀ ਗੜ੍ਹੀ ਵਿੱਚ ਵੱਡੇ ਸਾਹਿਬਜ਼ਾਦੇ ਸ਼ਹੀਦ ਹੋਏ ਅਤੇ ਸਰਹਿੰਦ ਵਿੱਚ ਛੋਟੇ ਸਾਹਿਬਜ਼ਾਦਿਆਂ ਨੂੰ ਨੀਹਾਂ ਵਿੱਚ ਚਿਣਵਾ ਦਿੱਤਾ ਗਿਆ। ਮਾਤਾ ਗੁਜਰੀ ਜੀ ਨੇ ਠੰਢੇ ਬੁਰਜ ਵਿੱਚ ਪ੍ਰਾਣ ਤਿਆਗੇ। ਇਨ੍ਹਾਂ ਸ਼ਹਾਦਤਾਂ ਨੇ ਸਿੱਖ ਕੌਮ ਨੂੰ ਜ਼ੁਲਮ ਵਿਰੁੱਧ ਲੜਨ ਦੀ ਅਜਿਹੀ ਪ੍ਰੇਰਨਾ ਦਿੱਤੀ ਜੋ ਅੱਜ ਵੀ ਕਾਇਮ ਹੈ। ਤਿੰਨ ਸੌ ਸਾਲਾਂ ਦੇ ਇਸ ਸਫ਼ਰ ਵਿੱਚ ਸਿੱਖਾਂ ਨੇ ਦੁਨੀਆਂ ਦੇ ਹਰ ਕੋਨੇ ਵਿੱਚ ਆਪਣੀ ਪਛਾਣ ਬਣਾਈ ਹੈ। ਕੈਨੇਡਾ, ਅਮਰੀਕਾ, ਇੰਗਲੈਂਡ ਅਤੇ ਆਸਟ੍ਰੇਲੀਆ ਵਿੱਚ ਸਿੱਖ ਭਾਈਚਾਰਾ ਮਿਹਨਤ ਨਾਲ ਅੱਗੇ ਵਧਿਆ ਹੈ ਅਤੇ ਸਿਆਸਤ ਵਿੱਚ ਵੀ ਆਪਣਾ ਸਥਾਨ ਬਣਾਇਆ ਹੈ। ਸਾਨੂੰ ਆਪਣੇ ਵਿਰਸੇ ਉੱਤੇ ਮਾਣ ਹੈ।: [506, 289, 749, 470]
- article-body: ਆਓ ਅਸੀਂ ਸਾਰੇ ਰਲ ਕੇ ਕੌਮੀ ਏਕਤਾ ਲਈ ਯਤਨ ਕਰੀਏ। ਧੜੇਬੰਦੀ ਨੇ ਪੰਥ ਦਾ ਬਹੁਤ ਨੁਕਸਾਨ ਕੀਤਾ ਹੈ ਅਤੇ ਵਿਰੋਧੀ ਤਾਕਤਾਂ ਨੇ ਇਸ ਦਾ ਪੂਰਾ ਫ਼ਾਇਦਾ ਉਠਾਇਆ ਹੈ। ਸਾਨੂੰ ਆਪਣੇ ਨਿੱਜੀ ਹਿਤਾਂ ਤੋਂ ਉੱਪਰ ਉੱਠ ਕੇ ਕੌਮ ਦੇ ਹਿਤਾਂ ਬਾਰੇ ਸੋਚਣਾ ਪਵੇਗਾ। ਗੁਰੂ ਸਾਹਿਬਾਨ ਨੇ ਸਾਨੂੰ ਸਰਬੱਤ ਦੇ ਭਲੇ ਦਾ ਸੰਦੇਸ਼ ਦਿੱਤਾ ਹੈ ਅਤੇ ਇਸੇ ਰਸਤੇ ਉੱਤੇ ਚੱਲ ਕੇ ਅਸੀਂ ਆਪਣੀ ਖੋਈ ਹੋਈ ਸ਼ਾਨ ਮੁੜ ਪ੍ਰਾਪਤ ਕਰ ਸਕਦੇ ਹਾਂ। ਪਿੰਡ ਪਿੰਡ ਅਤੇ ਸ਼ਹਿਰ ਸ਼ਹਿਰ ਜਾ ਕੇ ਸੰਗਤ ਨੂੰ ਜਾਗਰੂਕ ਕਰਨ ਦੀ ਲੋੜ ਹੈ। ਸਿੱਖ ਨੌਜਵਾਨਾਂ ਨੂੰ ਉੱਚ ਸਿੱਖਿਆ ਪ੍ਰਾਪਤ ਕਰਕੇ ਪ੍ਰਸ਼ਾਸਨਿਕ ਸੇਵਾਵਾਂ ਵਿੱਚ ਜਾਣਾ ਚਾਹੀਦਾ ਹੈ ਤਾਂ ਜੋ ਉਹ ਕੌਮ ਦੀ ਆਵਾਜ਼ ਬਣ ਸਕਣ। ਖੇਡਾਂ, ਕਲਾ ਅਤੇ ਸਾਹਿਤ ਦੇ ਖੇਤਰ ਵਿੱਚ ਵੀ ਸਿੱਖਾਂ ਨੂੰ ਅੱਗੇ ਵਧਣ ਦੀ ਲੋੜ ਹੈ। ਕੌਮੀ ਏਕਤਾ ਹੀ ਸਾਡੀ ਸਭ ਤੋਂ ਵੱਡੀ ਤਾਕਤ ਹੈ ਅਤੇ ਇਸ ਨਾਲ ਹੀ ਅਸੀਂ ਹਰ ਚੁਣੌਤੀ ਦਾ ਸਾਹਮਣਾ ਕਰ ਸਕਦੇ ਹਾਂ। ਹਰ ਸਿੱਖ ਨੂੰ ਆਪਣੀ ਕਮਾਈ ਦਾ ਦਸਵੰਧ ਕੌਮ ਦੇ ਭਲੇ ਲਈ ਕੱਢਣਾ ਚਾਹੀਦਾ ਹੈ। ਸਾਡੇ ਗੁਰਦੁਆਰੇ ਸਿਰਫ਼ ਪੂਜਾ ਦੇ ਸਥਾਨ ਹੀ ਨਹੀਂ ਸਗੋਂ ਸਮਾਜ ਸੇਵਾ ਦੇ ਕੇਂਦਰ ਵੀ ਬਣਨੇ ਚਾਹੀਦੇ ਹਨ।: [756, 302, 999, 457]
- footer-advt-email[interactable]: rozanapehredaradvt@gmail.com: [794, 2366, 1268, 2396]
- email-label: E.mail :: [708, 23, 794, 47]
- continued-banner: ਸਫ਼ਾ 1 ਦੀ ਬਾਕੀ ...: [5, 73, 247, 109]
- article-headline: ਸਿੱਖੀ ਅਤੇ ਸ਼ਹਾਦਤਾਂ...: [1049, 271, 1207, 295]
